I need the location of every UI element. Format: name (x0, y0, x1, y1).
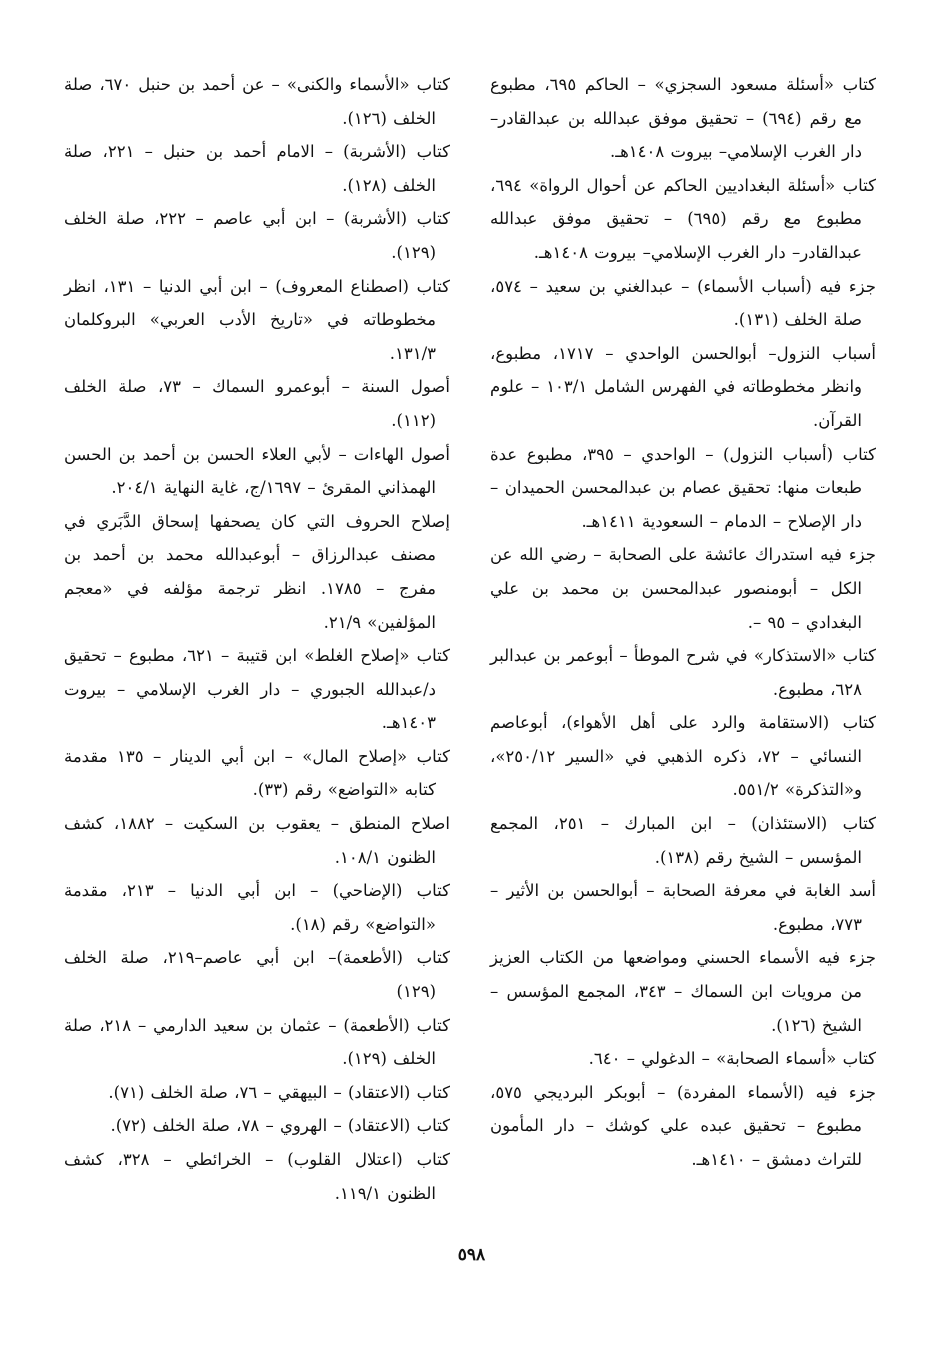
bibliography-entry: اصلاح المنطق – يعقوب بن السكيت – ١٨٨٢، كشف الظنون ١٠٨/١. (64, 814, 450, 867)
bibliography-entry: كتاب (الأشربة) – الامام أحمد بن حنبل – ٢٢١، صلة الخلف (١٢٨). (64, 142, 450, 195)
left-column (64, 68, 450, 1210)
bibliography-entry: كتاب «إصلاح المال» – ابن أبي الدينار – ١٣٥ مقدمة كتابه «التواضع» رقم (٣٣). (64, 746, 450, 800)
bibliography-entry: أصول السنة – أبوعمرو السماك – ٧٣، صلة الخلف (١١٢). (64, 377, 450, 430)
right-column (490, 68, 876, 1177)
page-number: ٥٩٨ (457, 1245, 486, 1265)
bibliography-entry: كتاب (اصطناع المعروف) – ابن أبي الدنيا – ١٣١، انظر مخطوطاته في «تاريخ الأدب العربي» البروكلمان ١٣١/٣. (64, 276, 450, 363)
bibliography-entry: أصول الهاءات – لأبي العلاء الحسن بن أحمد بن الحسن الهمذاني المقرئ – ١٦٩٧/ج، غاية النهاية ٢٠٤/١. (64, 444, 450, 498)
bibliography-entry: كتاب (الأطعمة)– ابن أبي عاصم–٢١٩، صلة الخلف (١٢٩) (64, 948, 450, 1002)
bibliography-entry: أسد الغابة في معرفة الصحابة – أبوالحسن بن الأثير – ٧٧٣، مطبوع. (490, 881, 876, 934)
bibliography-entry: كتاب «أسماء الصحابة» – الدغولي – ٦٤٠. (588, 1049, 876, 1069)
bibliography-entry: كتاب «أسئلة مسعود السجزي» – الحاكم ٦٩٥، مطبوع مع رقم (٦٩٤) – تحقيق موفق عبدالله بن عبدالقادر– دار الغرب الإسلامي– بيروت ١٤٠٨هـ. (490, 75, 876, 162)
bibliography-entry: كتاب (الاستئذان) – ابن المبارك – ٢٥١، المجمع المؤسس – الشيخ رقم (١٣٨). (490, 814, 876, 867)
bibliography-entry: كتاب (الأطعمة) – عثمان بن سعيد الدارمي – ٢١٨، صلة الخلف (١٢٩). (64, 1015, 451, 1069)
bibliography-entry: كتاب (الأشربة) – ابن أبي عاصم – ٢٢٢، صلة الخلف (١٢٩). (64, 209, 450, 262)
bibliography-entry: كتاب «الاستذكار» في شرح الموطأ – أبوعمر بن عبدالبر ٦٢٨، مطبوع. (490, 646, 876, 699)
bibliography-entry: جزء فيه (أسباب الأسماء) – عبدالغني بن سعيد – ٥٧٤، صلة الخلف (١٣١). (490, 276, 876, 330)
bibliography-entry: أسباب النزول– أبوالحسن الواحدي – ١٧١٧، مطبوع، وانظر مخطوطاته في الفهرس الشامل ١٠٣/١ – علوم القرآن. (490, 343, 876, 430)
bibliography-entry: كتاب (أسباب النزول) – الواحدي – ٣٩٥، مطبوع عدة طبعات منها: تحقيق عصام بن عبدالمحسن الحميدان – دار الإصلاح – الدمام – السعودية ١٤١١هـ. (490, 444, 876, 531)
bibliography-entry: كتاب (الاستقامة والرد على أهل الأهواء)، أبوعاصم النسائي – ٧٢، ذكره الذهبي في «السير ٢٥٠/١٢»، و«التذكرة» ٥٥١/٢. (490, 713, 876, 800)
bibliography-entry: جزء فيه الأسماء الحسني ومواضعها من الكتاب العزيز من مرويات ابن السماك – ٣٤٣، المجمع المؤسس – الشيخ (١٢٦). (490, 948, 876, 1035)
bibliography-entry: كتاب (الإضاحي) – ابن أبي الدنيا – ٢١٣، مقدمة «التواضع» رقم (١٨). (64, 881, 450, 934)
bibliography-entry: كتاب «أسئلة البغداديين الحاكم عن أحوال الرواة» ٦٩٤، مطبوع مع رقم (٦٩٥) – تحقيق موفق عبدالله عبدالقادر– دار الغرب الإسلامي– بيروت ١٤٠٨هـ. (490, 175, 876, 262)
bibliography-entry: جزء فيه (الأسماء المفردة) – أبوبكر البرديجي ٥٧٥، مطبوع – تحقيق عبده علي كوشك – دار المأمون للتراث دمشق – ١٤١٠هـ. (490, 1082, 876, 1169)
bibliography-entry: كتاب (اعتلال القلوب) – الخرائطي – ٣٢٨، كشف الظنون ١١٩/١. (64, 1150, 450, 1203)
bibliography-entry: كتاب «الأسماء والكنى» – عن أحمد بن حنبل ٦٧٠، صلة الخلف (١٢٦). (64, 75, 451, 128)
bibliography-entry: كتاب «إصلاح الغلط» ابن قتيبة – ٦٢١، مطبوع – تحقيق د/عبدالله الجبوري – دار الغرب الإسلامي – بيروت ١٤٠٣هـ. (64, 646, 450, 733)
bibliography-entry: كتاب (الاعتقاد) – البيهقي – ٧٦، صلة الخلف (٧١). (108, 1082, 450, 1102)
bibliography-entry: جزء فيه استدراك عائشة على الصحابة – رضي الله عن الكل – أبومنصور عبدالمحسن بن محمد بن علي البغدادي – ٩٥ –. (490, 545, 876, 632)
bibliography-entry: كتاب (الاعتقاد) – الهروي – ٧٨، صلة الخلف (٧٢). (110, 1116, 450, 1136)
bibliography-entry: إصلاح الحروف التي كان يصحفها إسحاق الدَّبَري في مصنف عبدالرزاق – أبوعبدالله محمد بن أحمد بن مفرج – ١٧٨٥. انظر ترجمة مؤلفه في «معجم المؤلفين» ٢١/٩. (64, 511, 451, 632)
